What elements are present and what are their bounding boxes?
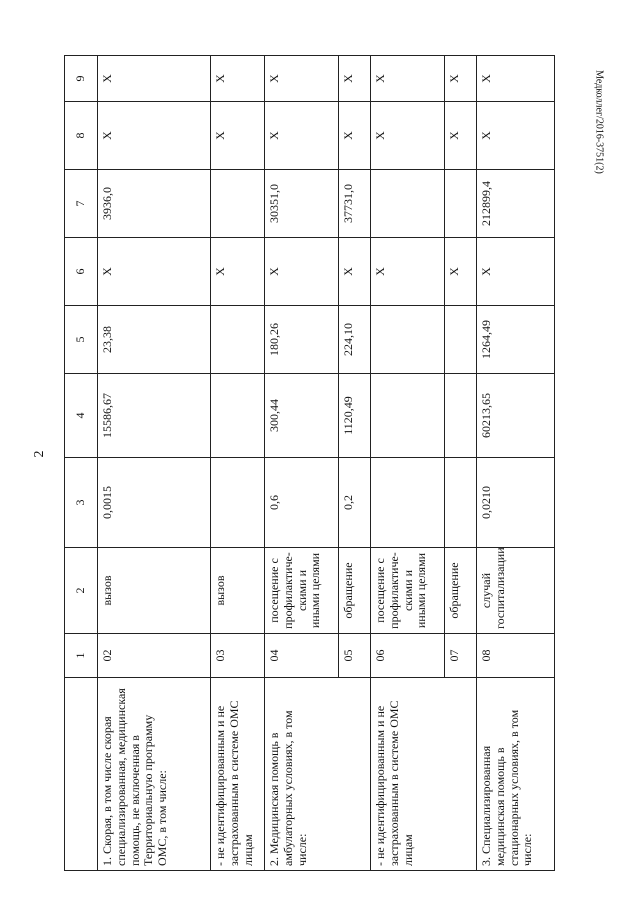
table-cell: 60213,65 <box>477 374 555 458</box>
table-cell <box>211 374 265 458</box>
header-cell: 7 <box>65 170 98 238</box>
table-cell: 224,10 <box>339 306 371 374</box>
table-cell: Х <box>211 56 265 102</box>
table-cell: 05 <box>339 634 371 678</box>
table-cell <box>371 306 445 374</box>
table-cell: Х <box>98 102 211 170</box>
header-cell: 9 <box>65 56 98 102</box>
table-row <box>371 56 445 871</box>
table-cell: 0,0210 <box>477 458 555 548</box>
table-cell: 0,6 <box>265 458 339 548</box>
table-cell: 30351,0 <box>265 170 339 238</box>
header-cell: 3 <box>65 458 98 548</box>
header-cell: 2 <box>65 548 98 634</box>
table-cell: 02 <box>98 634 211 678</box>
header-cell: 8 <box>65 102 98 170</box>
table-row <box>211 56 265 871</box>
page-number: 2 <box>32 450 47 458</box>
table-cell: Х <box>98 238 211 306</box>
table-cell: Х <box>339 56 371 102</box>
header-cell: 5 <box>65 306 98 374</box>
table-cell: 0,0015 <box>98 458 211 548</box>
row-label-cell: - не идентифицированным и не застрахованным в системе ОМС лицам <box>371 678 477 871</box>
row-label-cell: 3. Специализированная медицинская помощь в стационарных условиях, в том числе: <box>477 678 555 871</box>
table-cell: 3936,0 <box>98 170 211 238</box>
table-cell <box>211 170 265 238</box>
table-cell: вызов <box>211 548 265 634</box>
table-cell: Х <box>265 102 339 170</box>
header-cell: 1 <box>65 634 98 678</box>
table-cell: 06 <box>371 634 445 678</box>
table-cell <box>211 306 265 374</box>
rotated-table-inner <box>64 56 554 871</box>
table-cell: Х <box>371 238 445 306</box>
table-cell: 1120,49 <box>339 374 371 458</box>
table-cell: 0,2 <box>339 458 371 548</box>
document-reference-text: Медколлег/2016-3751(2) <box>593 70 605 174</box>
table-cell: Х <box>445 102 477 170</box>
table-cell: Х <box>339 238 371 306</box>
header-cell-label <box>65 678 98 871</box>
table-cell: посещение с профилактиче-скими и иными целями <box>371 548 445 634</box>
table-header-row <box>65 56 98 871</box>
table-cell: Х <box>477 102 555 170</box>
table-cell: 180,26 <box>265 306 339 374</box>
table-cell: Х <box>477 56 555 102</box>
table-cell <box>371 458 445 548</box>
table-cell <box>371 170 445 238</box>
row-label-cell: 2. Медицинская помощь в амбулаторных условиях, в том числе: <box>265 678 371 871</box>
document-reference <box>592 42 606 202</box>
table-cell: обращение <box>445 548 477 634</box>
table-cell: 03 <box>211 634 265 678</box>
rotated-table-area <box>64 56 554 871</box>
table-cell: 37731,0 <box>339 170 371 238</box>
table-row <box>265 56 339 871</box>
row-label-cell: - не идентифицированным и не застрахованным в системе ОМС лицам <box>211 678 265 871</box>
table-cell: Х <box>445 238 477 306</box>
data-table <box>64 55 555 871</box>
table-cell: посещение с профилактиче-скими и иными целями <box>265 548 339 634</box>
row-label-cell: 1. Скорая, в том числе скорая специализированная, медицинская помощь, не включенная в Территориальную программу ОМС, в том числе: <box>98 678 211 871</box>
table-cell: Х <box>371 102 445 170</box>
table-cell: 212899,4 <box>477 170 555 238</box>
table-cell: 23,38 <box>98 306 211 374</box>
table-cell: Х <box>339 102 371 170</box>
table-cell: Х <box>371 56 445 102</box>
table-cell: 1264,49 <box>477 306 555 374</box>
table-cell: Х <box>265 56 339 102</box>
table-cell: Х <box>445 56 477 102</box>
table-cell <box>445 374 477 458</box>
table-cell <box>371 374 445 458</box>
table-cell: случай госпитализации <box>477 548 555 634</box>
table-cell: Х <box>98 56 211 102</box>
header-cell: 4 <box>65 374 98 458</box>
table-cell <box>445 306 477 374</box>
header-cell: 6 <box>65 238 98 306</box>
table-row <box>98 56 211 871</box>
table-cell: 08 <box>477 634 555 678</box>
table-cell: Х <box>477 238 555 306</box>
table-cell: 07 <box>445 634 477 678</box>
table-cell: Х <box>211 102 265 170</box>
table-cell: 04 <box>265 634 339 678</box>
table-cell: Х <box>265 238 339 306</box>
table-cell: вызов <box>98 548 211 634</box>
table-row <box>477 56 555 871</box>
table-cell <box>445 170 477 238</box>
table-cell: обращение <box>339 548 371 634</box>
table-cell: 300,44 <box>265 374 339 458</box>
table-cell <box>445 458 477 548</box>
table-cell <box>211 458 265 548</box>
table-cell: 15586,67 <box>98 374 211 458</box>
table-cell: Х <box>211 238 265 306</box>
